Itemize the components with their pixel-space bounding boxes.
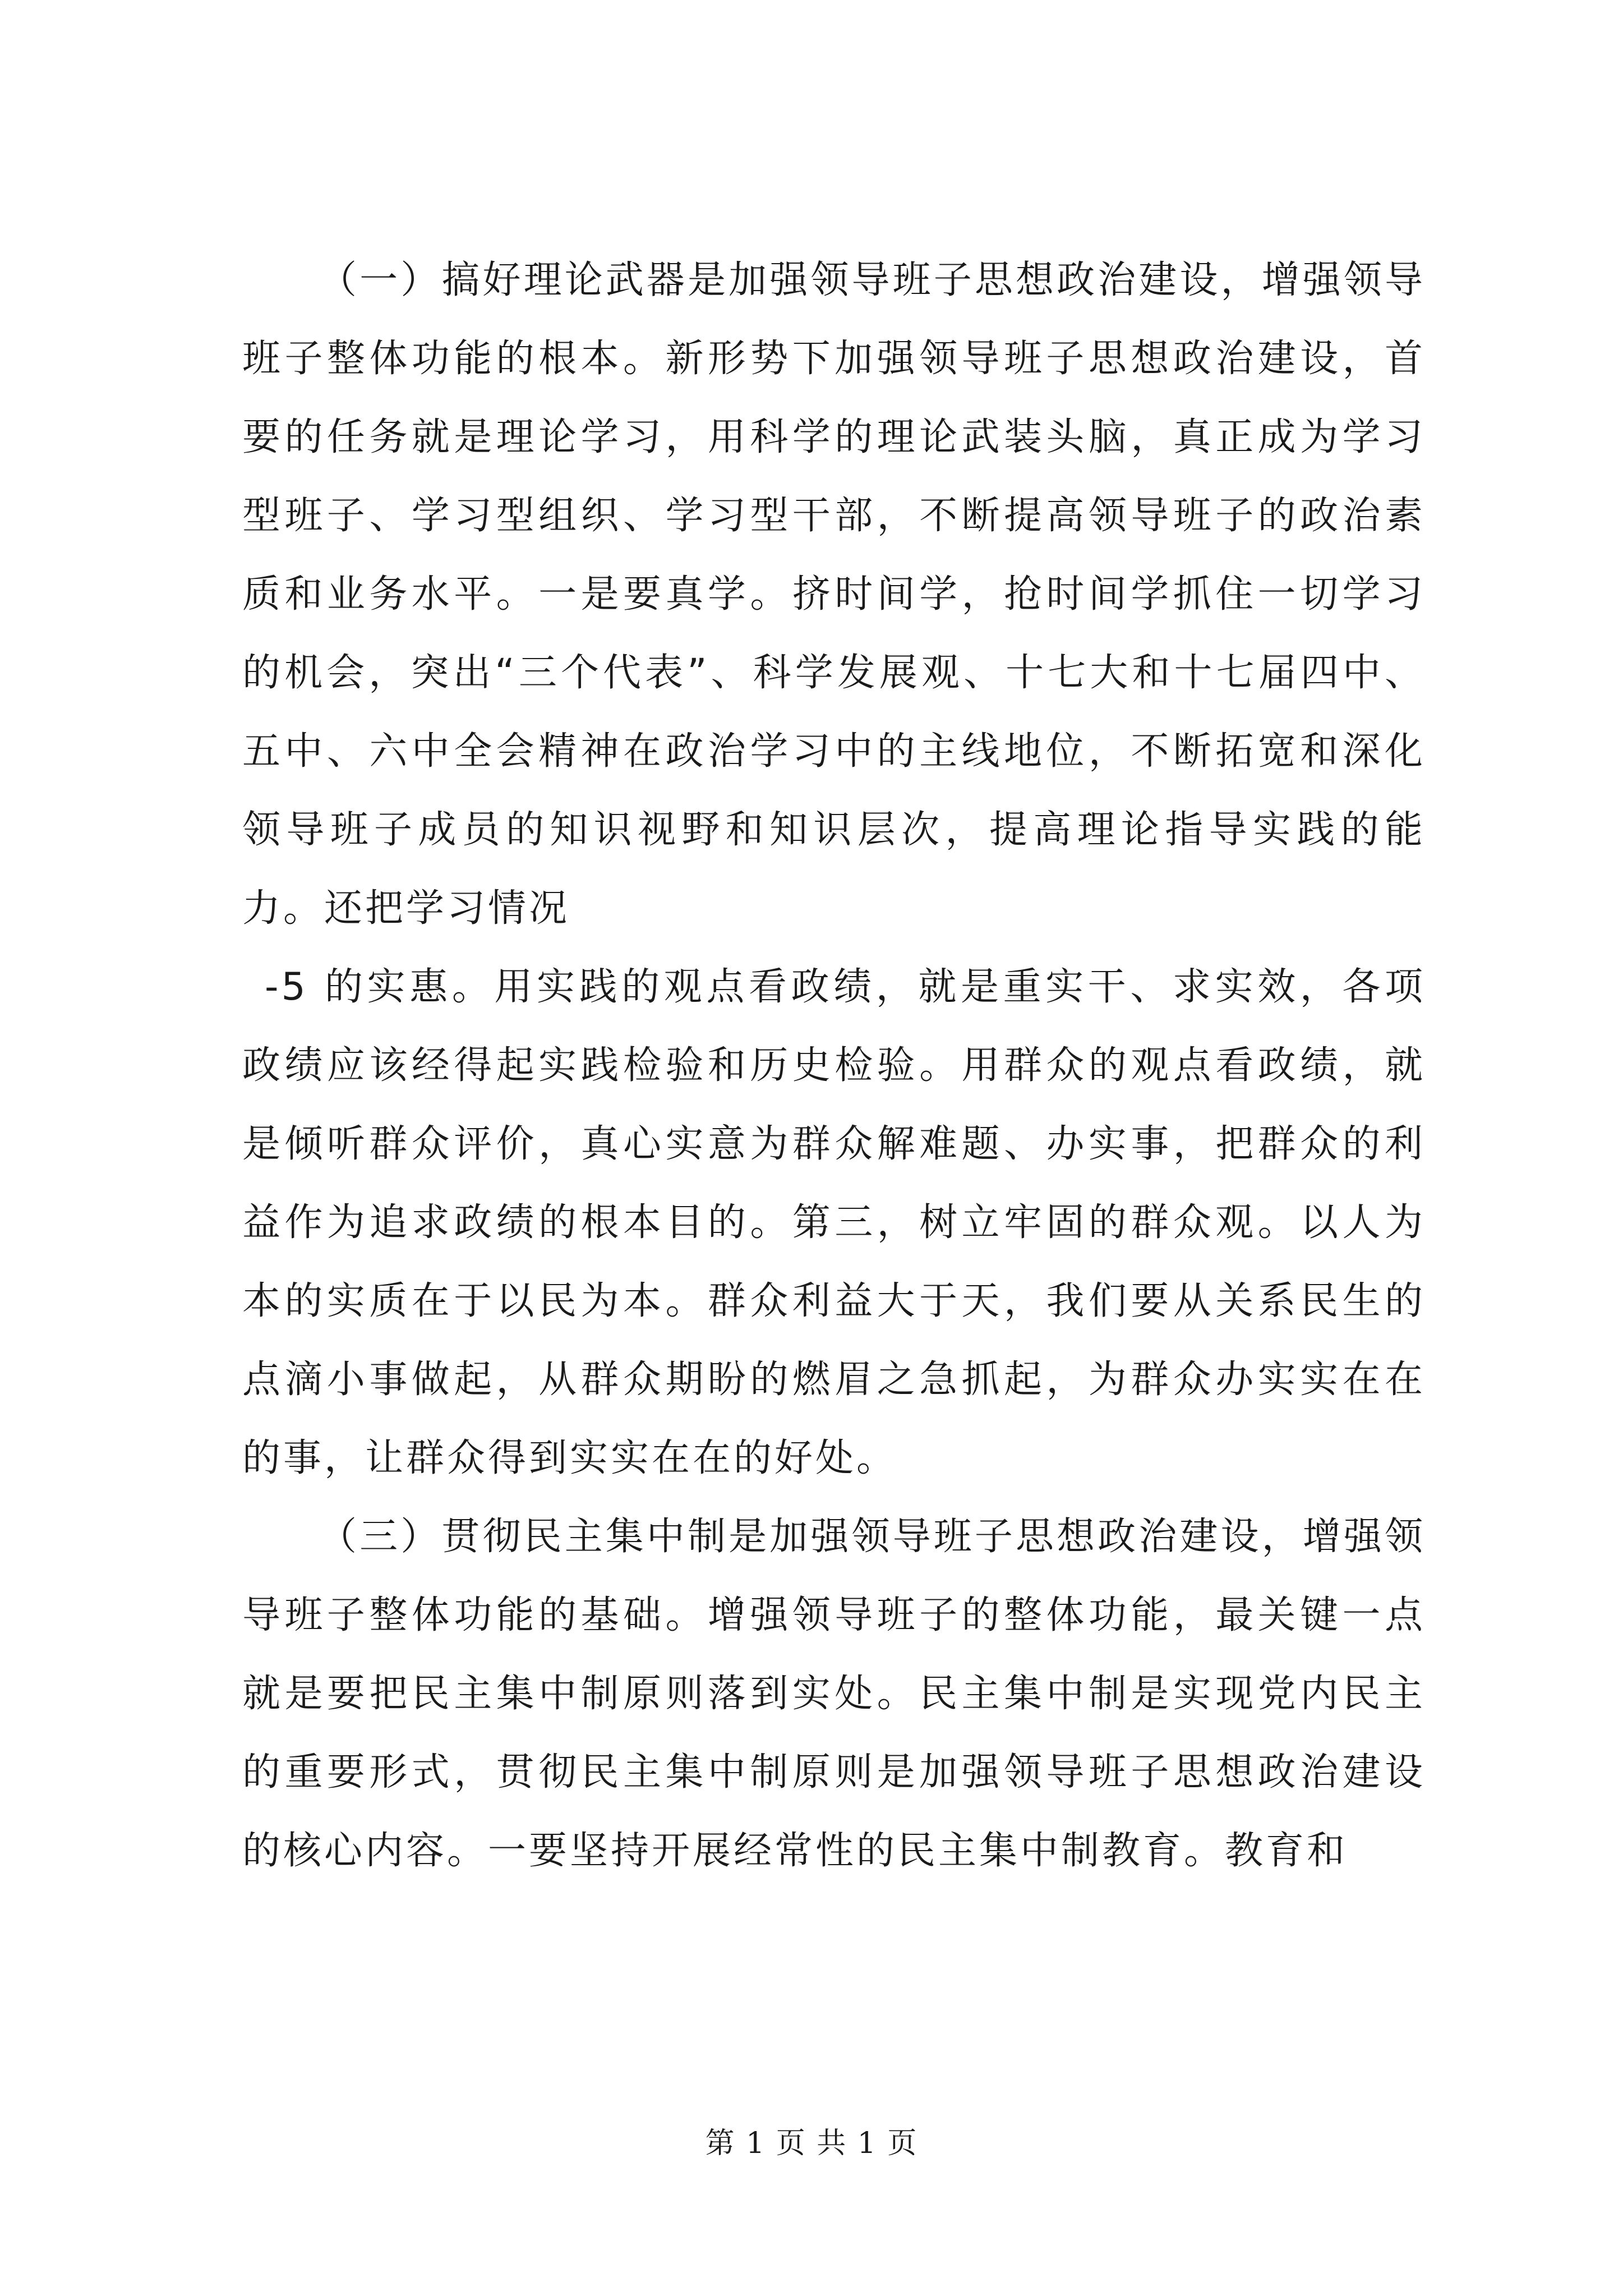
paragraph-section-one: （一）搞好理论武器是加强领导班子思想政治建设，增强领导班子整体功能的根本。新形势下加强领导班子思想政治建设，首要的任务就是理论学习，用科学的理论武装头脑，真正成为学习型班子、学习型组织、学习型干部，不断提高领导班子的政治素质和业务水平。一是要真学。挤时间学，抢时间学抓住一切学习的机会，突出“三个代表”、科学发展观、十七大和十七届四中、五中、六中全会精神在政治学习中的主线地位，不断拓宽和深化领导班子成员的知识视野和知识层次，提高理论指导实践的能力。还把学习情况	[242, 258, 1426, 931]
document-body	[242, 241, 1426, 1890]
paragraph-fragment-continuation: -5 的实惠。用实践的观点看政绩，就是重实干、求实效，各项政绩应该经得起实践检验和历史检验。用群众的观点看政绩，就是倾听群众评价，真心实意为群众解难题、办实事，把群众的利益作为追求政绩的根本目的。第三，树立牢固的群众观。以人为本的实质在于以民为本。群众利益大于天，我们要从关系民生的点滴小事做起，从群众期盼的燃眉之急抓起，为群众办实实在在的事，让群众得到实实在在的好处。	[242, 965, 1426, 1480]
page-number-footer: 第 1 页 共 1 页	[705, 2127, 918, 2160]
paragraph-section-three: （三）贯彻民主集中制是加强领导班子思想政治建设，增强领导班子整体功能的基础。增强领导班子的整体功能，最关键一点就是要把民主集中制原则落到实处。民主集中制是实现党内民主的重要形式，贯彻民主集中制原则是加强领导班子思想政治建设的核心内容。一要坚持开展经常性的民主集中制教育。教育和	[242, 1515, 1426, 1873]
